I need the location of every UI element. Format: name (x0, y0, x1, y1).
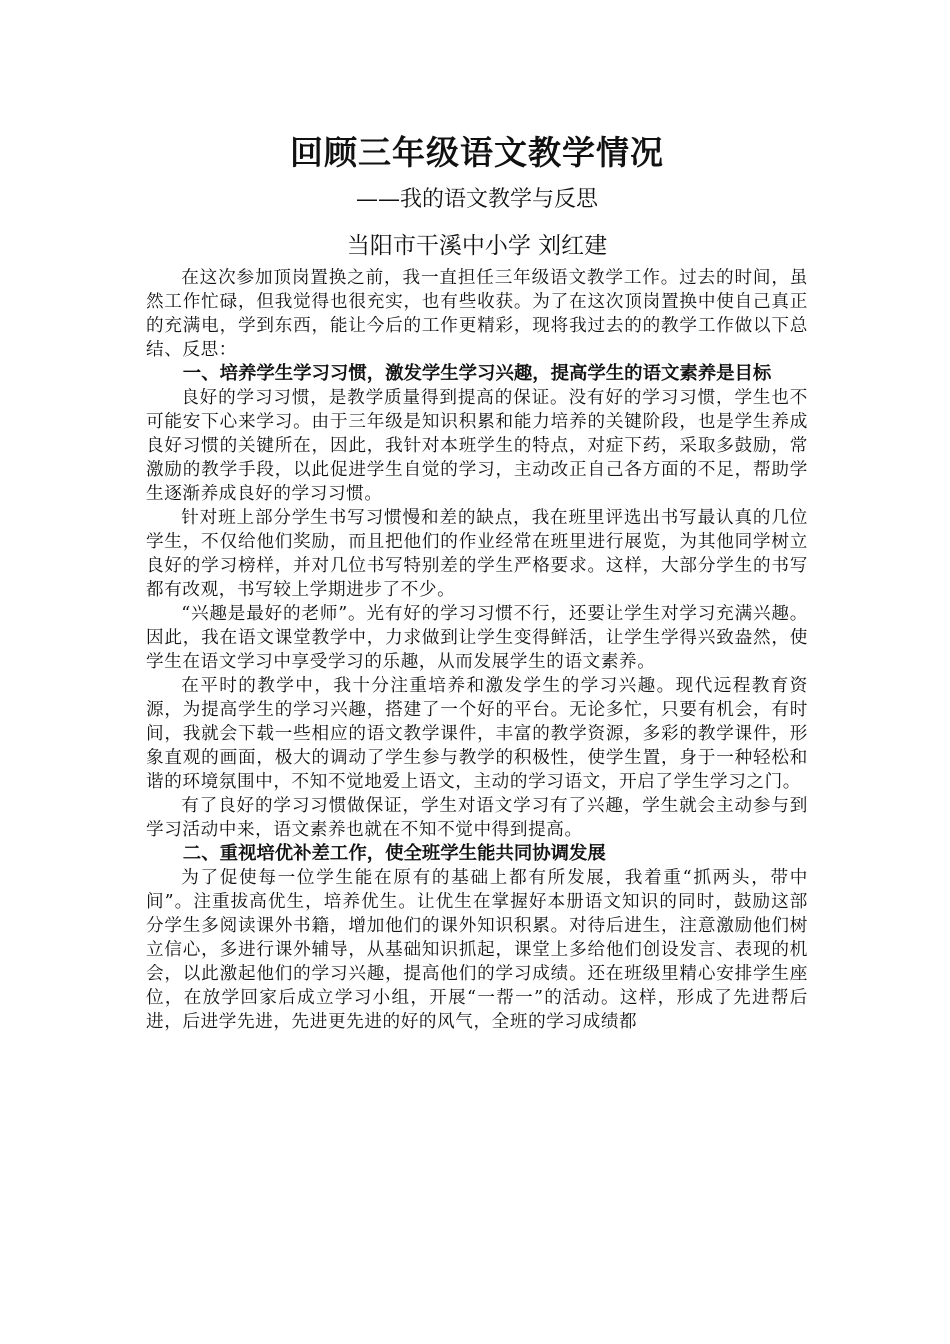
paragraph-habits: 良好的学习习惯，是教学质量得到提高的保证。没有好的学习习惯，学生也不可能安下心来学习。由于三年级是知识积累和能力培养的关键阶段，也是学生养成良好习惯的关键所在，因此，我针对本班学生的特点，对症下药，采取多鼓励，常激励的教学手段，以此促进学生自觉的学习，主动改正自己各方面的不足，帮助学生逐渐养成良好的学习习惯。 (146, 388, 808, 504)
paragraph-resources: 在平时的教学中，我十分注重培养和激发学生的学习兴趣。现代远程教育资源，为提高学生的学习兴趣，搭建了一个好的平台。无论多忙，只要有机会，有时间，我就会下载一些相应的语文教学课件，丰富的教学资源，多彩的教学课件，形象直观的画面，极大的调动了学生参与教学的积极性，使学生置，身于一种轻松和谐的环境氛围中，不知不觉地爱上语文，主动的学习语文，开启了学生学习之门。 (146, 676, 808, 792)
paragraph-summary: 有了良好的学习习惯做保证，学生对语文学习有了兴趣，学生就会主动参与到学习活动中来，语文素养也就在不知不觉中得到提高。 (146, 796, 808, 840)
document-page (146, 128, 808, 1034)
document-author: 当阳市干溪中小学 刘红建 (346, 233, 608, 259)
section-heading-1: 一、培养学生学习习惯，激发学生学习兴趣，提高学生的语文素养是目标 (182, 363, 772, 384)
paragraph-interest: “兴趣是最好的老师”。光有好的学习习惯不行，还要让学生对学习充满兴趣。因此，我在语文课堂教学中，力求做到让学生变得鲜活，让学生学得兴致盎然，使学生在语文学习中享受学习的乐趣，从而发展学生的语文素养。 (146, 604, 808, 672)
section-heading-2: 二、重视培优补差工作，使全班学生能共同协调发展 (182, 843, 606, 864)
document-title: 回顾三年级语文教学情况 (290, 133, 664, 172)
document-subtitle: ——我的语文教学与反思 (355, 187, 598, 212)
paragraph-tutoring: 为了促使每一位学生能在原有的基础上都有所发展，我着重“抓两头，带中间”。注重拔高优生，培养优生。让优生在掌握好本册语文知识的同时，鼓励这部分学生多阅读课外书籍，增加他们的课外知识积累。对待后进生，注意激励他们树立信心，多进行课外辅导，从基础知识抓起，课堂上多给他们创设发言、表现的机会，以此激起他们的学习兴趣，提高他们的学习成绩。还在班级里精心安排学生座位，在放学回家后成立学习小组，开展“一帮一”的活动。这样，形成了先进帮后进，后进学先进，先进更先进的好的风气，全班的学习成绩都 (146, 868, 808, 1032)
paragraph-intro: 在这次参加顶岗置换之前，我一直担任三年级语文教学工作。过去的时间，虽然工作忙碌，但我觉得也很充实，也有些收获。为了在这次顶岗置换中使自己真正的充满电，学到东西，能让今后的工作更精彩，现将我过去的的教学工作做以下总结、反思： (146, 268, 808, 360)
paragraph-writing: 针对班上部分学生书写习惯慢和差的缺点，我在班里评选出书写最认真的几位学生，不仅给他们奖励，而且把他们的作业经常在班里进行展览，为其他同学树立良好的学习榜样，并对几位书写特别差的学生严格要求。这样，大部分学生的书写都有改观，书写较上学期进步了不少。 (146, 508, 808, 600)
